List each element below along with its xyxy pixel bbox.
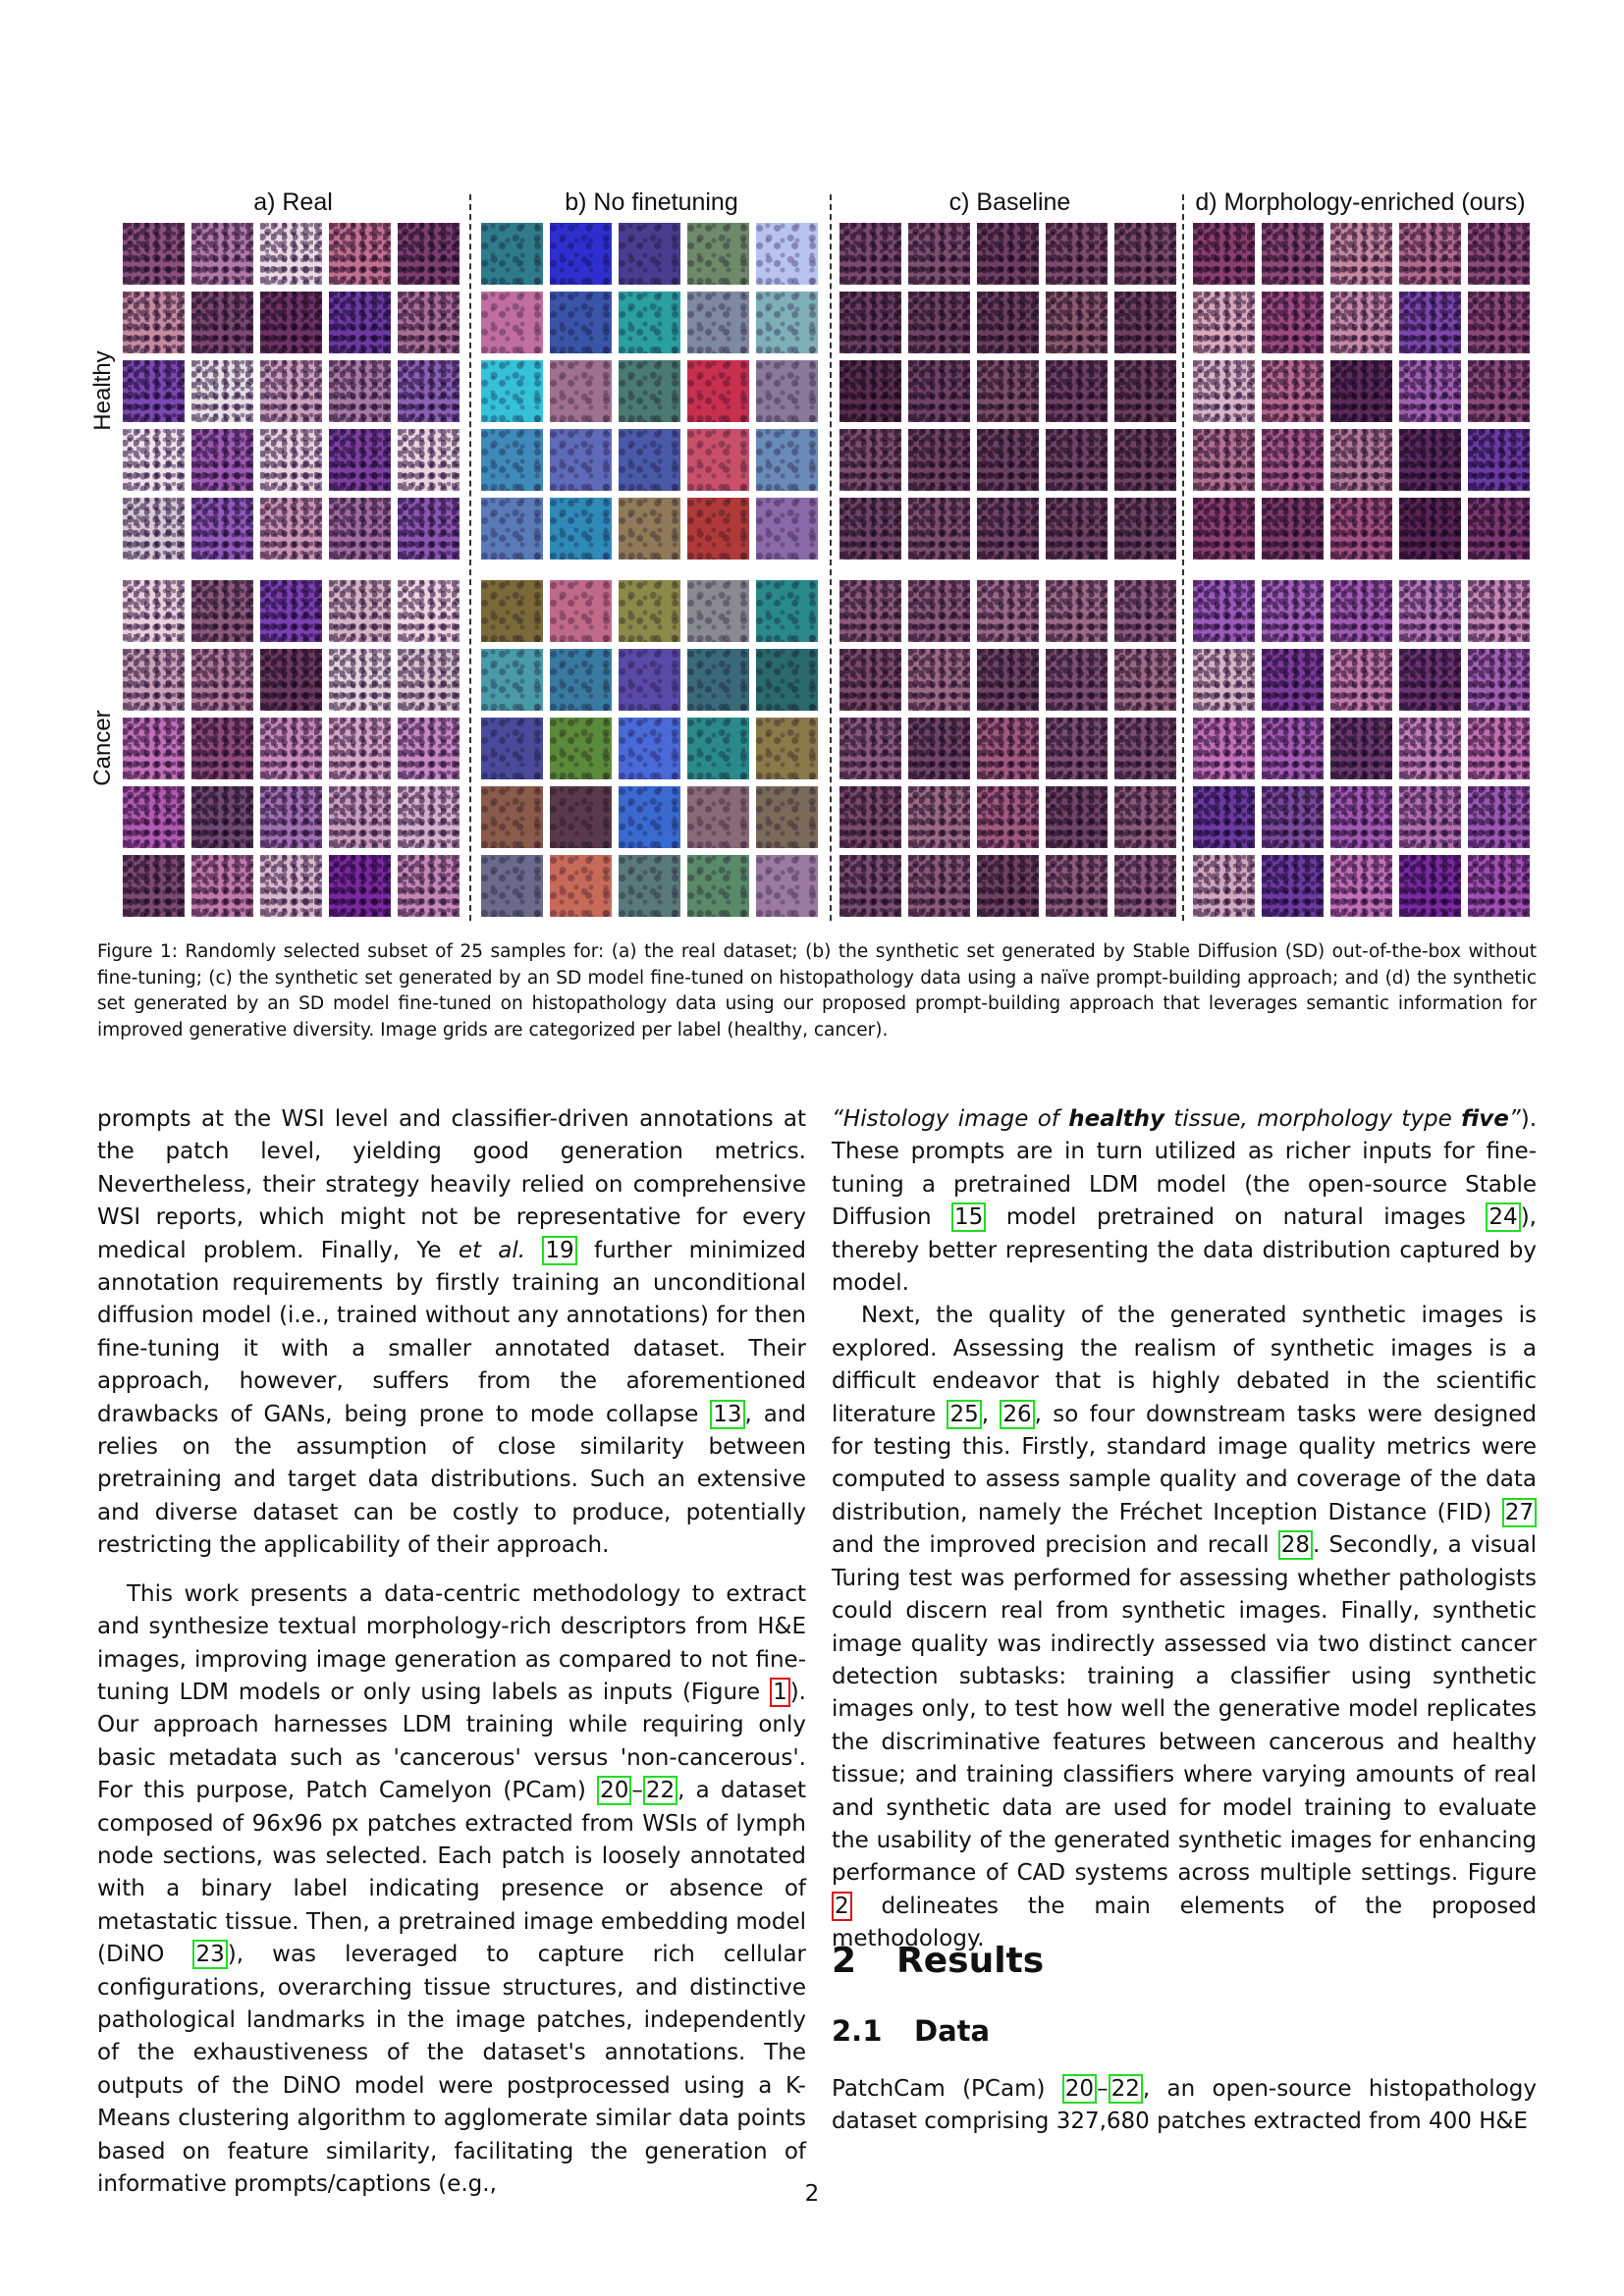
- histology-tile-image: [756, 855, 818, 917]
- histology-tile-image: [1468, 292, 1530, 353]
- histology-tile-image: [329, 223, 391, 285]
- histology-tile-image: [1262, 429, 1324, 491]
- histology-tile-image: [839, 223, 901, 285]
- histology-tile-image: [1330, 498, 1392, 560]
- histology-tile-image: [977, 718, 1039, 779]
- histology-tile-image: [398, 429, 460, 491]
- histology-tile-image: [260, 429, 322, 491]
- histology-tile-image: [398, 580, 460, 642]
- histology-tile-image: [1114, 649, 1176, 711]
- histology-tile-image: [260, 649, 322, 711]
- panel-title-d: d) Morphology-enriched (ours): [1195, 188, 1526, 216]
- histology-tile-image: [1046, 429, 1108, 491]
- histology-tile-image: [398, 786, 460, 848]
- histology-tile-image: [1262, 498, 1324, 560]
- histology-tile-image: [1262, 580, 1324, 642]
- histology-tile-image: [398, 223, 460, 285]
- panel-title-a: a) Real: [253, 188, 333, 216]
- histology-tile-image: [481, 429, 543, 491]
- histology-tile-image: [839, 649, 901, 711]
- histology-tile-image: [398, 855, 460, 917]
- histology-tile-image: [550, 498, 612, 560]
- histology-tile-image: [1468, 498, 1530, 560]
- histology-tile-image: [1330, 429, 1392, 491]
- histology-tile-image: [191, 429, 253, 491]
- histology-tile-image: [1262, 786, 1324, 848]
- histology-tile-image: [123, 223, 185, 285]
- histology-tile-image: [619, 429, 680, 491]
- histology-tile-image: [191, 580, 253, 642]
- histology-tile-image: [1046, 580, 1108, 642]
- grid-cancer-real: [123, 580, 460, 917]
- histology-tile-image: [1399, 498, 1461, 560]
- histology-tile-image: [123, 498, 185, 560]
- histology-tile-image: [481, 855, 543, 917]
- histology-tile-image: [908, 498, 970, 560]
- histology-tile-image: [756, 580, 818, 642]
- histology-tile-image: [1046, 649, 1108, 711]
- histology-tile-image: [756, 292, 818, 353]
- caption-text: Randomly selected subset of 25 samples for: (a) the real dataset; (b) the synthetic set generated by Stable Diffusion (SD) out-of-the-box without fine-tuning; (c) the synthetic set generated by an SD model fine-tuned on histopathology data using a naïve prompt-building approach; and (d) the synthetic set generated by an SD model fine-tuned on histopathology data using our proposed prompt-building approach that leverages semantic information for improved generative diversity. Image grids are categorized per label (healthy, cancer).: [97, 941, 1538, 1041]
- histology-tile-image: [1114, 360, 1176, 422]
- histology-tile-image: [123, 429, 185, 491]
- caption-label: Figure 1:: [97, 941, 178, 962]
- histology-tile-image: [687, 360, 749, 422]
- figure-ref-link[interactable]: 2: [832, 1892, 852, 1921]
- grid-healthy-morphology-enriched: [1193, 223, 1530, 560]
- histology-tile-image: [839, 855, 901, 917]
- histology-tile-image: [1330, 292, 1392, 353]
- histology-tile-image: [550, 786, 612, 848]
- histology-tile-image: [1330, 855, 1392, 917]
- histology-tile-image: [550, 718, 612, 779]
- grid-cancer-no-finetuning: [481, 580, 818, 917]
- histology-tile-image: [908, 223, 970, 285]
- histology-tile-image: [977, 786, 1039, 848]
- grid-cancer-morphology-enriched: [1193, 580, 1530, 917]
- histology-tile-image: [977, 498, 1039, 560]
- histology-tile-image: [398, 292, 460, 353]
- histology-tile-image: [398, 498, 460, 560]
- histology-tile-image: [550, 292, 612, 353]
- histology-tile-image: [1193, 292, 1255, 353]
- panel-title-b: b) No finetuning: [565, 188, 738, 216]
- histology-tile-image: [839, 718, 901, 779]
- histology-tile-image: [481, 292, 543, 353]
- histology-tile-image: [123, 292, 185, 353]
- histology-tile-image: [1330, 360, 1392, 422]
- histology-tile-image: [687, 429, 749, 491]
- histology-tile-image: [191, 718, 253, 779]
- histology-tile-image: [977, 429, 1039, 491]
- histology-tile-image: [1468, 786, 1530, 848]
- right-column: [832, 1103, 1537, 1956]
- histology-tile-image: [1046, 498, 1108, 560]
- histology-tile-image: [1193, 360, 1255, 422]
- histology-tile-image: [398, 360, 460, 422]
- section-heading-results: 2 Results: [832, 1941, 1045, 1981]
- citation-link[interactable]: 28: [1278, 1530, 1313, 1560]
- histology-tile-image: [550, 855, 612, 917]
- histology-tile-image: [481, 580, 543, 642]
- histology-tile-image: [908, 360, 970, 422]
- histology-tile-image: [329, 855, 391, 917]
- histology-tile-image: [1046, 292, 1108, 353]
- histology-tile-image: [687, 498, 749, 560]
- histology-tile-image: [619, 649, 680, 711]
- histology-tile-image: [977, 360, 1039, 422]
- row-label-cancer: Cancer: [89, 710, 116, 786]
- histology-tile-image: [756, 429, 818, 491]
- histology-tile-image: [687, 292, 749, 353]
- histology-tile-image: [619, 498, 680, 560]
- histology-tile-image: [687, 786, 749, 848]
- histology-tile-image: [687, 649, 749, 711]
- histology-tile-image: [619, 360, 680, 422]
- histology-tile-image: [839, 498, 901, 560]
- histology-tile-image: [977, 649, 1039, 711]
- histology-tile-image: [481, 649, 543, 711]
- histology-tile-image: [1262, 855, 1324, 917]
- histology-tile-image: [481, 786, 543, 848]
- histology-tile-image: [481, 498, 543, 560]
- histology-tile-image: [908, 580, 970, 642]
- histology-tile-image: [687, 223, 749, 285]
- histology-tile-image: [908, 429, 970, 491]
- histology-tile-image: [1330, 223, 1392, 285]
- histology-tile-image: [1046, 718, 1108, 779]
- histology-tile-image: [908, 786, 970, 848]
- histology-tile-image: [1193, 718, 1255, 779]
- histology-tile-image: [1262, 223, 1324, 285]
- histology-tile-image: [1262, 718, 1324, 779]
- histology-tile-image: [1399, 718, 1461, 779]
- histology-tile-image: [260, 223, 322, 285]
- paragraph: prompts at the WSI level and classifier-driven annotations at the patch level, yielding good generation metrics. Nevertheless, their strategy heavily relied on comprehensive WSI reports, which might not be representative for every medical problem. Finally, Ye et al. 19 further minimized annotation requirements by firstly training an unconditional diffusion model (i.e., trained without any annotations) for then fine-tuning it with a smaller annotated dataset. Their approach, however, suffers from the aforementioned drawbacks of GANs, being prone to mode collapse 13 , and relies on the assumption of close similarity between pretraining and target data distributions. Such an extensive and diverse dataset can be costly to produce, potentially restricting the applicability of their approach.: [97, 1106, 806, 1559]
- figure-1: [0, 0, 1624, 933]
- histology-tile-image: [1468, 223, 1530, 285]
- citation-link[interactable]: 25: [947, 1400, 981, 1429]
- histology-tile-image: [756, 223, 818, 285]
- histology-tile-image: [550, 429, 612, 491]
- histology-tile-image: [1193, 855, 1255, 917]
- grid-healthy-baseline: [839, 223, 1176, 560]
- histology-tile-image: [1468, 718, 1530, 779]
- histology-tile-image: [1114, 498, 1176, 560]
- histology-tile-image: [481, 718, 543, 779]
- grid-cancer-baseline: [839, 580, 1176, 917]
- histology-tile-image: [908, 718, 970, 779]
- figure-ref-link[interactable]: 1: [770, 1678, 790, 1707]
- histology-tile-image: [619, 292, 680, 353]
- histology-tile-image: [687, 580, 749, 642]
- histology-tile-image: [1046, 786, 1108, 848]
- histology-tile-image: [977, 580, 1039, 642]
- histology-tile-image: [191, 360, 253, 422]
- histology-tile-image: [481, 360, 543, 422]
- histology-tile-image: [977, 223, 1039, 285]
- histology-tile-image: [1330, 718, 1392, 779]
- histology-tile-image: [123, 718, 185, 779]
- histology-tile-image: [1399, 360, 1461, 422]
- histology-tile-image: [260, 360, 322, 422]
- histology-tile-image: [329, 360, 391, 422]
- paragraph: “Histology image of healthy tissue, morphology type five”). These prompts are in turn utilized as richer inputs for fine-tuning a pretrained LDM model (the open-source Stable Diffusion 15 model pretrained on natural images 24 ), thereby better representing the data distribution captured by model.: [832, 1106, 1538, 1297]
- histology-tile-image: [260, 580, 322, 642]
- histology-tile-image: [619, 580, 680, 642]
- histology-tile-image: [550, 649, 612, 711]
- histology-tile-image: [1193, 580, 1255, 642]
- histology-tile-image: [398, 649, 460, 711]
- grid-healthy-no-finetuning: [481, 223, 818, 560]
- histology-tile-image: [1114, 718, 1176, 779]
- paragraph: This work presents a data-centric methodology to extract and synthesize textual morphology-rich descriptors from H&E images, improving image generation as compared to not fine-tuning LDM models or only using labels as inputs (Figure 1 ). Our approach harnesses LDM training while requiring only basic metadata such as 'cancerous' versus 'non-cancerous'. For this purpose, Patch Camelyon (PCam) 20 – 22 , a dataset composed of 96x96 px patches extracted from WSIs of lymph node sections, was selected. Each patch is loosely annotated with a binary label indicating presence or absence of metastatic tissue. Then, a pretrained image embedding model (DiNO 23 ), was leveraged to capture rich cellular configurations, overarching tissue structures, and distinctive pathological landmarks in the image patches, independently of the exhaustiveness of the dataset's annotations. The outputs of the DiNO model were postprocessed using a K-Means clustering algorithm to agglomerate similar data points based on feature similarity, facilitating the generation of informative prompts/captions (e.g.,: [97, 1580, 806, 2197]
- subsection-heading-data: 2.1 Data: [832, 2014, 991, 2048]
- panel-divider: [830, 194, 832, 921]
- histology-tile-image: [260, 718, 322, 779]
- grid-healthy-real: [123, 223, 460, 560]
- histology-tile-image: [329, 580, 391, 642]
- histology-tile-image: [191, 223, 253, 285]
- histology-tile-image: [1468, 360, 1530, 422]
- row-label-healthy: Healthy: [89, 350, 116, 431]
- histology-tile-image: [756, 360, 818, 422]
- histology-tile-image: [329, 292, 391, 353]
- histology-tile-image: [839, 580, 901, 642]
- citation-link[interactable]: 22: [1109, 2074, 1143, 2104]
- histology-tile-image: [550, 360, 612, 422]
- histology-tile-image: [619, 786, 680, 848]
- histology-tile-image: [908, 855, 970, 917]
- histology-tile-image: [1114, 223, 1176, 285]
- histology-tile-image: [839, 429, 901, 491]
- histology-tile-image: [1193, 786, 1255, 848]
- histology-tile-image: [908, 292, 970, 353]
- histology-tile-image: [1193, 429, 1255, 491]
- histology-tile-image: [329, 718, 391, 779]
- histology-tile-image: [839, 360, 901, 422]
- histology-tile-image: [1262, 292, 1324, 353]
- citation-link[interactable]: 22: [643, 1776, 677, 1805]
- histology-tile-image: [1399, 223, 1461, 285]
- histology-tile-image: [260, 498, 322, 560]
- figure-caption: [97, 939, 1537, 1043]
- histology-tile-image: [1046, 360, 1108, 422]
- citation-link[interactable]: 15: [951, 1202, 986, 1232]
- histology-tile-image: [1193, 223, 1255, 285]
- citation-link[interactable]: 13: [710, 1400, 744, 1429]
- histology-tile-image: [1114, 292, 1176, 353]
- histology-tile-image: [1330, 580, 1392, 642]
- histology-tile-image: [839, 292, 901, 353]
- citation-link[interactable]: 27: [1502, 1498, 1537, 1527]
- histology-tile-image: [191, 855, 253, 917]
- histology-tile-image: [908, 649, 970, 711]
- histology-tile-image: [1114, 580, 1176, 642]
- histology-tile-image: [756, 498, 818, 560]
- panel-title-c: c) Baseline: [948, 188, 1071, 216]
- histology-tile-image: [1046, 855, 1108, 917]
- histology-tile-image: [619, 223, 680, 285]
- histology-tile-image: [1262, 649, 1324, 711]
- histology-tile-image: [1468, 855, 1530, 917]
- histology-tile-image: [756, 649, 818, 711]
- citation-link[interactable]: 19: [542, 1236, 576, 1265]
- histology-tile-image: [1262, 360, 1324, 422]
- histology-tile-image: [1046, 223, 1108, 285]
- histology-tile-image: [1399, 786, 1461, 848]
- histology-tile-image: [123, 786, 185, 848]
- histology-tile-image: [191, 649, 253, 711]
- left-column: [97, 1103, 806, 2201]
- histology-tile-image: [1468, 649, 1530, 711]
- histology-tile-image: [550, 580, 612, 642]
- citation-link[interactable]: 24: [1486, 1202, 1520, 1232]
- panel-divider: [1182, 194, 1184, 921]
- histology-tile-image: [123, 855, 185, 917]
- citation-link[interactable]: 20: [1062, 2074, 1097, 2104]
- panel-divider: [469, 194, 471, 921]
- histology-tile-image: [191, 292, 253, 353]
- histology-tile-image: [619, 855, 680, 917]
- page-number: 2: [804, 2181, 820, 2207]
- histology-tile-image: [687, 718, 749, 779]
- histology-tile-image: [1468, 429, 1530, 491]
- histology-tile-image: [329, 429, 391, 491]
- histology-tile-image: [191, 498, 253, 560]
- histology-tile-image: [756, 786, 818, 848]
- histology-tile-image: [329, 498, 391, 560]
- histology-tile-image: [123, 649, 185, 711]
- histology-tile-image: [619, 718, 680, 779]
- histology-tile-image: [260, 855, 322, 917]
- histology-tile-image: [1330, 786, 1392, 848]
- citation-link[interactable]: 26: [1000, 1400, 1034, 1429]
- histology-tile-image: [550, 223, 612, 285]
- histology-tile-image: [1399, 649, 1461, 711]
- histology-tile-image: [260, 786, 322, 848]
- histology-tile-image: [123, 360, 185, 422]
- histology-tile-image: [839, 786, 901, 848]
- histology-tile-image: [1114, 786, 1176, 848]
- citation-link[interactable]: 23: [192, 1940, 227, 1969]
- histology-tile-image: [481, 223, 543, 285]
- paragraph: Next, the quality of the generated synthetic images is explored. Assessing the realism of synthetic images is a difficult endeavor that is highly debated in the scientific literature 25 , 26 , so four downstream tasks were designed for testing this. Firstly, standard image quality metrics were computed to assess sample quality and coverage of the data distribution, namely the Fréchet Inception Distance (FID) 27 and the improved precision and recall 28 . Secondly, a visual Turing test was performed for assessing whether pathologists could discern real from synthetic images. Finally, synthetic image quality was indirectly assessed via two distinct cancer detection subtasks: training a classifier using synthetic images only, to test how well the generative model replicates the discriminative features between cancerous and healthy tissue; and training classifiers where varying amounts of real and synthetic data are used for model training to evaluate the usability of the generated synthetic images for enhancing performance of CAD systems across multiple settings. Figure 2 delineates the main elements of the proposed methodology.: [832, 1303, 1537, 1952]
- citation-link[interactable]: 20: [597, 1776, 631, 1805]
- histology-tile-image: [1114, 429, 1176, 491]
- histology-tile-image: [1399, 855, 1461, 917]
- paragraph: PatchCam (PCam) 20 – 22 , an open-source histopathology dataset comprising 327,680 patches extracted from 400 H&E: [832, 2076, 1537, 2135]
- histology-tile-image: [260, 292, 322, 353]
- histology-tile-image: [977, 292, 1039, 353]
- histology-tile-image: [1399, 292, 1461, 353]
- histology-tile-image: [1193, 649, 1255, 711]
- histology-tile-image: [1193, 498, 1255, 560]
- histology-tile-image: [329, 649, 391, 711]
- histology-tile-image: [687, 855, 749, 917]
- histology-tile-image: [977, 855, 1039, 917]
- histology-tile-image: [191, 786, 253, 848]
- histology-tile-image: [1468, 580, 1530, 642]
- histology-tile-image: [1330, 649, 1392, 711]
- histology-tile-image: [1114, 855, 1176, 917]
- histology-tile-image: [756, 718, 818, 779]
- histology-tile-image: [329, 786, 391, 848]
- histology-tile-image: [123, 580, 185, 642]
- histology-tile-image: [1399, 580, 1461, 642]
- histology-tile-image: [1399, 429, 1461, 491]
- histology-tile-image: [398, 718, 460, 779]
